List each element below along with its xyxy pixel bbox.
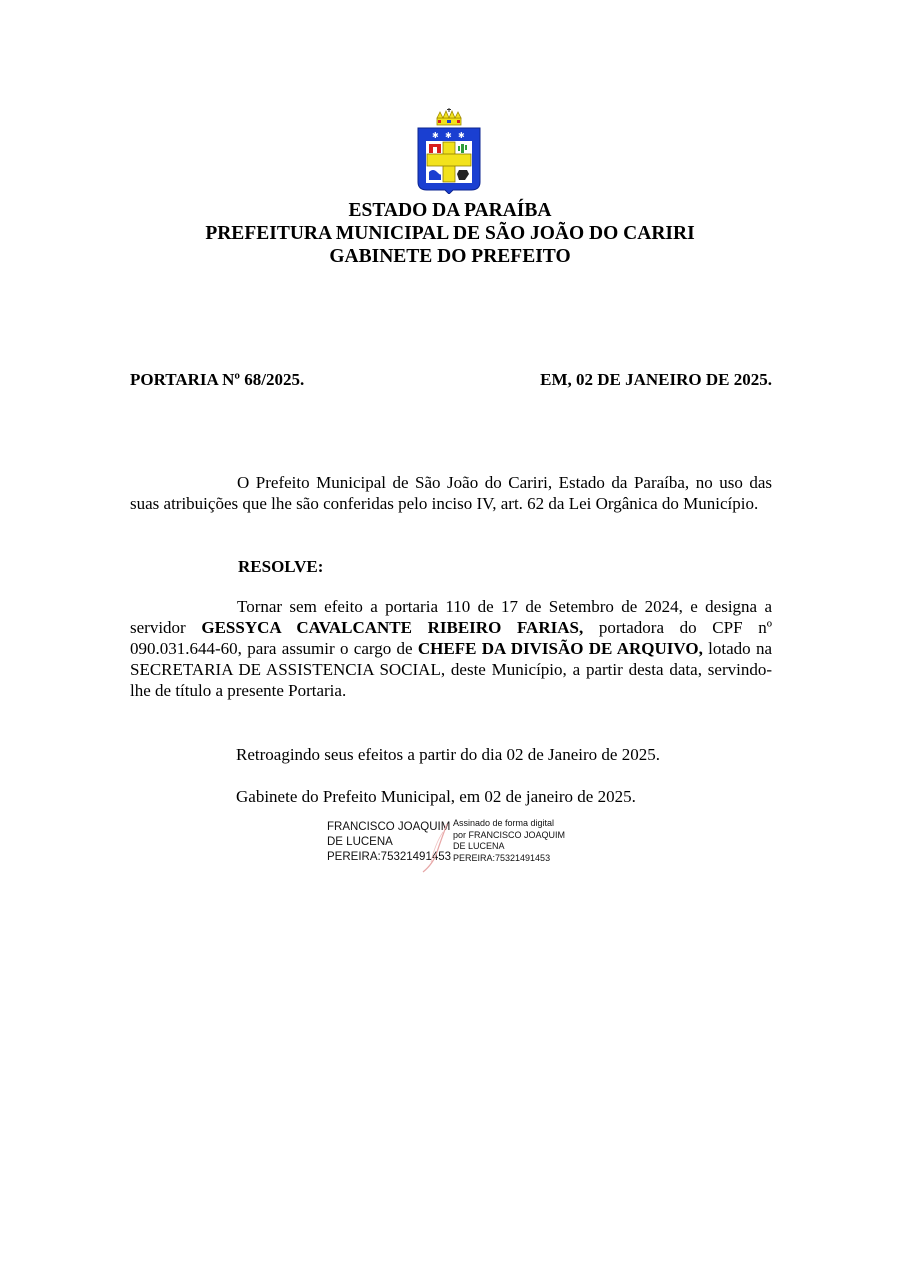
- role-name: CHEFE DA DIVISÃO DE ARQUIVO,: [417, 639, 703, 658]
- signer-name-line: PEREIRA:75321491453: [327, 851, 452, 863]
- retroactive-clause: Retroagindo seus efeitos a partir do dia 02 de Janeiro de 2025.: [236, 745, 660, 764]
- signature-stamp-line: por FRANCISCO JOAQUIM: [453, 829, 566, 840]
- intro-paragraph: [130, 472, 772, 514]
- signer-name-line: DE LUCENA: [327, 836, 393, 848]
- crown-icon: [437, 108, 461, 125]
- digital-signature-block: [327, 820, 587, 876]
- resolution-text-b: portadora do CPF nº 090.031.644-60, para assumir o cargo de: [130, 618, 772, 658]
- intro-text: O Prefeito Municipal de São João do Cariri, Estado da Paraíba, no uso das suas atribuições que lhe são conferidas pelo inciso IV, art. 62 da Lei Orgânica do Município.: [130, 473, 772, 513]
- resolve-heading: RESOLVE:: [238, 557, 324, 576]
- signature-stamp-line: PEREIRA:75321491453: [453, 852, 551, 863]
- resolution-text-c: lotado na SECRETARIA DE ASSISTENCIA SOCIAL, deste Município, a partir desta data, servindo-lhe de título a presente Portaria.: [130, 639, 772, 700]
- signature-stamp-text: [453, 818, 565, 864]
- municipal-coat-of-arms-logo: [415, 108, 483, 194]
- resolution-paragraph: [130, 596, 772, 701]
- resolution-text-a: Tornar sem efeito a portaria 110 de 17 de Setembro de 2024, e designa a servidor: [130, 597, 772, 637]
- prefecture-title: PREFEITURA MUNICIPAL DE SÃO JOÃO DO CARIRI: [205, 223, 695, 244]
- portaria-number: PORTARIA Nº 68/2025.: [130, 370, 305, 389]
- signer-name-line: FRANCISCO JOAQUIM: [327, 821, 451, 833]
- office-title: GABINETE DO PREFEITO: [329, 246, 571, 267]
- portaria-date: EM, 02 DE JANEIRO DE 2025.: [540, 370, 772, 389]
- document-header: [0, 199, 900, 268]
- signature-stamp-line: DE LUCENA: [453, 841, 505, 851]
- servant-name: GESSYCA CAVALCANTE RIBEIRO FARIAS,: [201, 618, 584, 637]
- signature-stamp-line: Assinado de forma digital: [453, 818, 555, 828]
- svg-text:✱: ✱: [432, 131, 439, 140]
- svg-text:✱: ✱: [445, 131, 452, 140]
- signature-mark-icon: [419, 822, 453, 874]
- stars-icon: [432, 131, 465, 140]
- closing-place-date: Gabinete do Prefeito Municipal, em 02 de janeiro de 2025.: [236, 787, 636, 806]
- svg-text:✱: ✱: [458, 131, 465, 140]
- state-title: ESTADO DA PARAÍBA: [348, 200, 552, 221]
